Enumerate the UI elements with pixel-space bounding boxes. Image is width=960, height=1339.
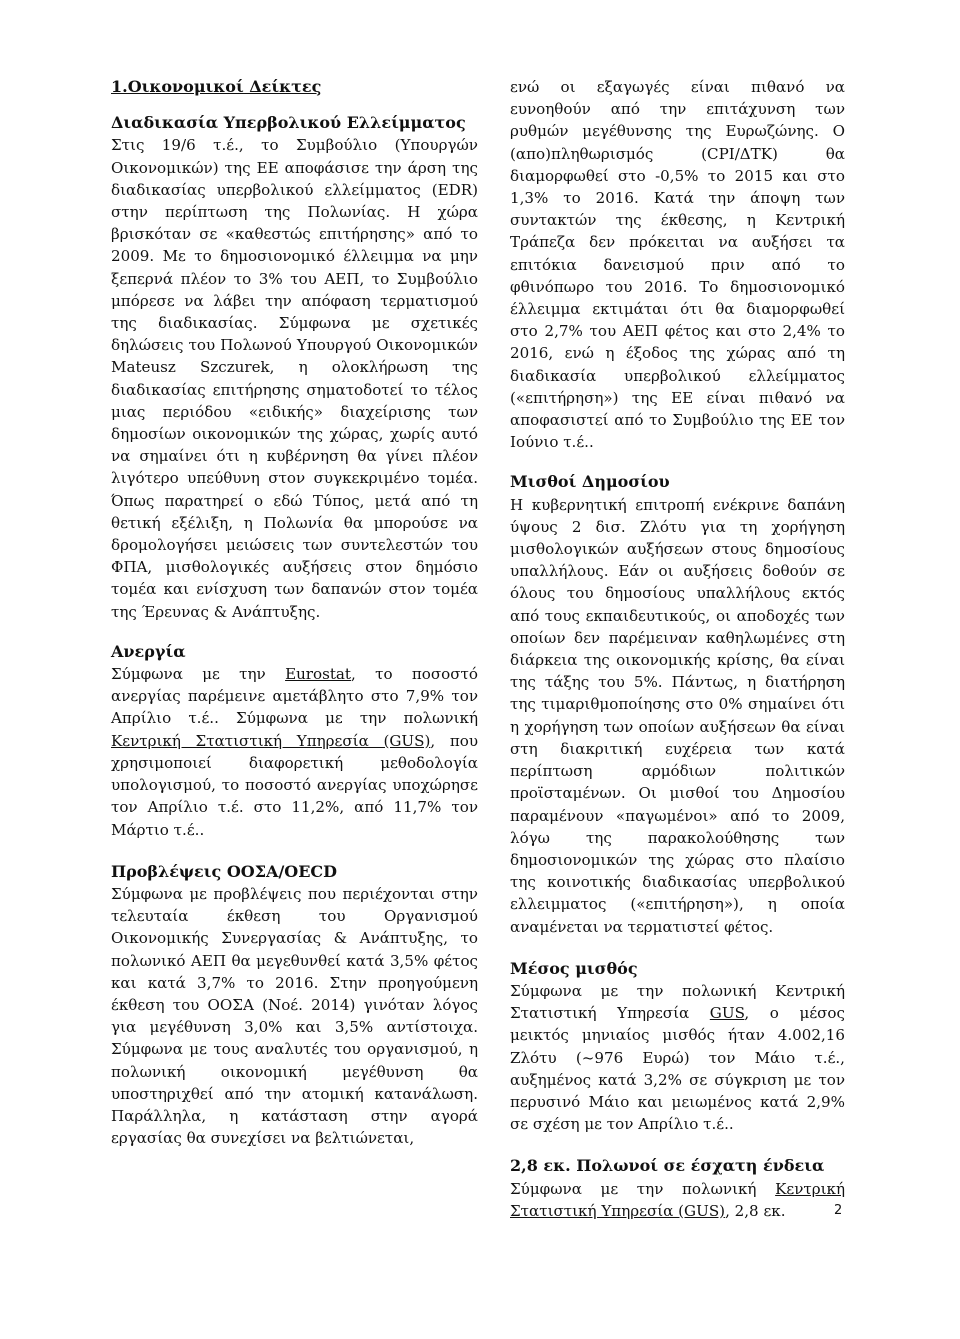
unemployment-text-1: Σύμφωνα με την <box>111 665 286 684</box>
avg-salary-paragraph <box>510 980 845 1135</box>
oecd-continuation: ενώ οι εξαγωγές είναι πιθανό να ευνοηθούν από την επιτάχυνση των ρυθμών μεγέθυνσης της Ευρωζώνης. Ο (απο)πληθωρισμός (CPI/ΔΤΚ) θα διαμορφωθεί στο -0,5% το 2015 και στο 1,3% το 2016. Κατά την άποψη των συντακτών της έκθεσης, η Κεντρική Τράπεζα δεν πρόκειται να αυξήσει τα επιτόκια δανεισμού πριν από το φθινόπωρο του 2016. Το δημοσιονομικό έλλειμμα εκτιμάται ότι θα διαμορφωθεί στο 2,7% του ΑΕΠ φέτος και στο 2,4% το 2016, ενώ η έξοδος της χώρας από τη διαδικασία υπερβολικού ελλείμματος («επιτήρηση») της ΕΕ είναι πιθανό να αποφασιστεί από το Συμβούλιο της ΕΕ τον Ιούνιο τ.έ.. <box>510 78 845 452</box>
left-column <box>111 76 478 1149</box>
avg-salary-heading: Μέσος μισθός <box>510 958 638 978</box>
unemployment-text-2: , το ποσοστό ανεργίας παρέμεινε αμετάβλητο στο 7,9% τον Απρίλιο τ.έ.. Σύμφωνα με την πολωνική <box>111 665 478 728</box>
unemployment-heading: Ανεργία <box>111 641 186 661</box>
eurostat-link[interactable]: Eurostat <box>285 665 351 684</box>
gus-link[interactable]: Κεντρική Στατιστική Υπηρεσία (GUS) <box>111 731 431 750</box>
poverty-text-1: Σύμφωνα με την πολωνική <box>510 1179 776 1198</box>
page-title: 1.Οικονομικοί Δείκτες <box>111 77 322 96</box>
edp-heading: Διαδικασία Υπερβολικού Ελλείμματος <box>111 113 466 133</box>
poverty-paragraph <box>510 1178 845 1222</box>
poverty-heading: 2,8 εκ. Πολωνοί σε έσχατη ένδεια <box>510 1156 825 1176</box>
edp-paragraph: Στις 19/6 τ.έ., το Συμβούλιο (Υπουργών Οικονομικών) της ΕΕ αποφάσισε την άρση της διαδικασίας υπερβολικού ελλείμματος (EDR) στην περίπτωση της Πολωνίας. Η χώρα βρισκόταν σε «καθεστώς επιτήρησης» από το 2009. Με το δημοσιονομικό έλλειμμα να μην ξεπερνά πλέον το 3% του ΑΕΠ, το Συμβούλιο μπόρεσε να λάβει την απόφαση τερματισμού της διαδικασίας. Σύμφωνα με σχετικές δηλώσεις του Πολωνού Υπουργού Οικονομικών Mateusz Szczurek, η ολοκλήρωση της διαδικασίας επιτήρησης σηματοδοτεί το τέλος μιας περιόδου «ειδικής» διαχείρισης των δημοσίων οικονομικών της χώρας, χωρίς αυτό να σημαίνει ότι η κυβέρνηση θα γίνει πλέον λιγότερο υπεύθυνη στον συγκεκριμένο τομέα. Όπως παρατηρεί ο εδώ Τύπος, μετά από τη θετική εξέλιξη, η Πολωνία θα μπορούσε να δρομολογήσει μειώσεις των συντελεστών του ΦΠΑ, μισθολογικές αυξήσεις στον δημόσιο τομέα και ενίσχυση των δαπανών στον τομέα της Έρευνας & Ανάπτυξης. <box>111 136 478 621</box>
poverty-text-2: , 2,8 εκ. <box>725 1201 786 1220</box>
gus-link[interactable]: GUS <box>709 1004 745 1023</box>
unemployment-paragraph <box>111 663 478 841</box>
unemployment-text-3: , που χρησιμοποιεί διαφορετική μεθοδολογία υπολογισμού, το ποσοστό ανεργίας υποχώρησε τον Απρίλιο τ.έ. στο 11,2%, από 11,7% τον Μάρτιο τ.έ.. <box>111 731 479 839</box>
salaries-paragraph: Η κυβερνητική επιτροπή ενέκρινε δαπάνη ύψους 2 δισ. Ζλότυ για τη χορήγηση μισθολογικών αυξήσεων στους δημοσίους υπαλλήλους. Εάν οι αυξήσεις δοθούν σε όλους του δημοσίους υπαλλήλους εκτός από τους εκπαιδευτικούς, οι αποδοχές των οποίων δεν παρέμειναν καθηλωμένες στη διάρκεια της οικονομικής κρίσης, θα είναι της τάξης του 5%. Πάντως, η διατήρηση της τιμαριθμοποίησης στο 0% σημαίνει ότι η χορήγηση των οποίων αυξήσεων θα είναι στη διακριτική ευχέρεια των κατά περίπτωση αρμόδιων πολιτικών προϊσταμένων. Οι μισθοί του Δημοσίου παραμένουν «παγωμένοι» από το 2009, λόγω της παρακολούθησης των δημοσιονομικών της χώρας στο πλαίσιο της κοινοτικής διαδικασίας υπερβολικού ελλειμματος («επιτήρηση»), η οποία αναμένεται να τερματιστεί φέτος. <box>510 495 845 936</box>
avg-salary-text-1: Σύμφωνα με την πολωνική Κεντρική Στατιστική Υπηρεσία <box>510 981 845 1023</box>
oecd-paragraph: Σύμφωνα με προβλέψεις που περιέχονται στην τελευταία έκθεση του Οργανισμού Οικονομικής Συνεργασίας & Ανάπτυξης, το πολωνικό ΑΕΠ θα μεγεθυνθεί κατά 3,5% φέτος και κατά 3,7% το 2016. Στην προηγούμενη έκθεση του ΟΟΣΑ (Νοέ. 2014) γινόταν λόγος για μεγέθυνση 3,0% και 3,5% αντίστοιχα. Σύμφωνα με τους αναλυτές του οργανισμού, η πολωνική οικονομική μεγέθυνση θα υποστηριχθεί από την ατομική κατανάλωση. Παράλληλα, η κατάσταση στην αγορά εργασίας θα συνεχίσει να βελτιώνεται, <box>111 884 478 1148</box>
oecd-heading: Προβλέψεις ΟΟΣΑ/OECD <box>111 861 338 881</box>
salaries-heading: Μισθοί Δημοσίου <box>510 472 670 492</box>
page-number: 2 <box>834 1203 843 1218</box>
gus-link[interactable]: Κεντρική Στατιστική Υπηρεσία (GUS) <box>510 1179 845 1220</box>
avg-salary-text-2: , ο μέσος μεικτός μηνιαίος μισθός ήταν 4.002,16 Ζλότυ (~976 Ευρώ) τον Μάιο τ.έ., αυξημένος κατά 3,2% σε σύγκριση με τον περυσινό Μάιο και μειωμένος κατά 2,9% σε σχέση με τον Απρίλιο τ.έ.. <box>510 1004 845 1134</box>
right-column <box>510 76 845 1222</box>
